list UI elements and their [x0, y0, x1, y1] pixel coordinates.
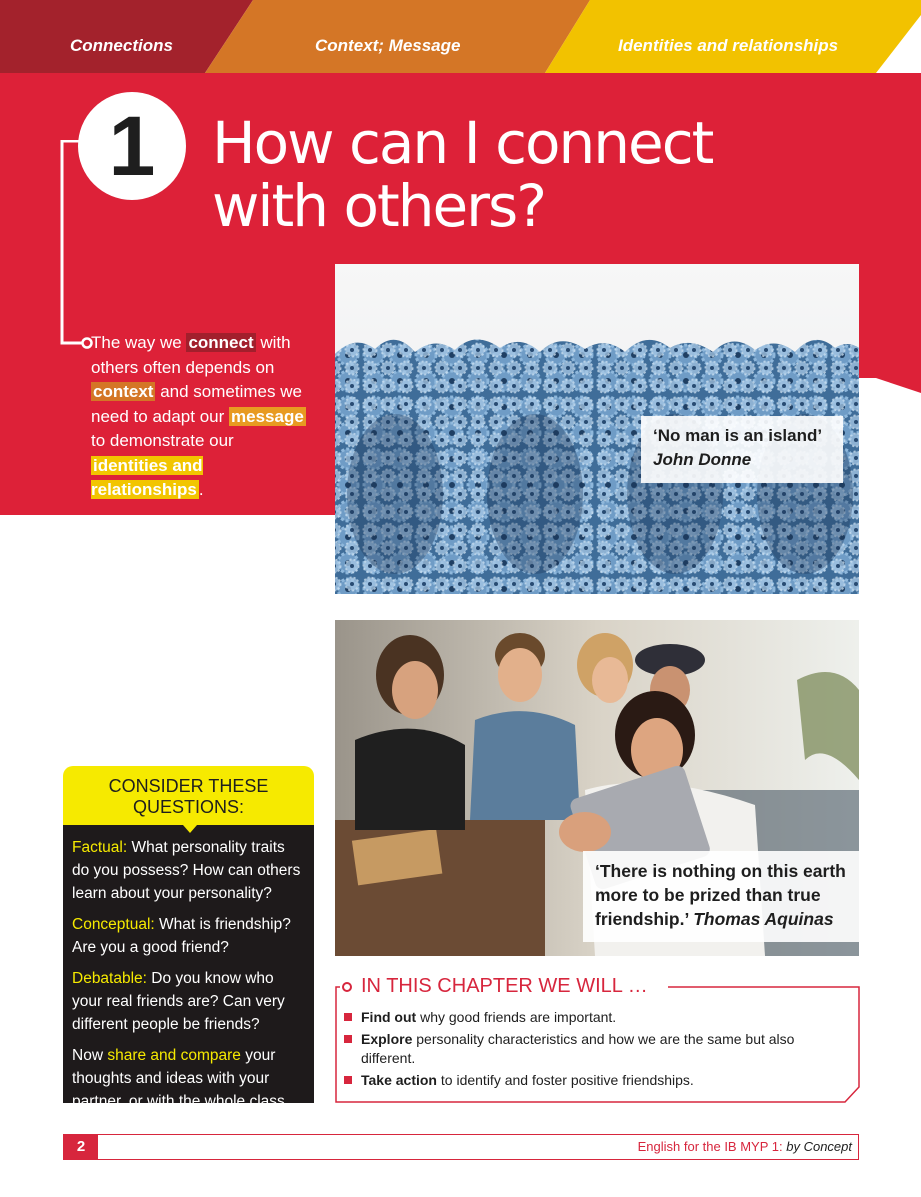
consider-body [63, 825, 314, 1110]
chapter-number-badge [78, 92, 186, 200]
conceptual-label: Conceptual: [72, 916, 155, 933]
debatable-question [72, 967, 305, 1036]
share-prompt [72, 1044, 305, 1113]
consider-questions-box [63, 766, 314, 1110]
debatable-label: Debatable: [72, 970, 147, 987]
keyword-identities-relationships: identities and relationships [91, 455, 203, 499]
conceptual-text: What is friendship? Are you a good friend? [72, 916, 291, 956]
page-title [212, 109, 772, 240]
goal-text: personality characteristics and how we are the same but also different. [361, 1031, 795, 1066]
tab-context-message: Context; Message [315, 36, 461, 55]
tab-connections: Connections [70, 36, 173, 55]
intro-text: The way we [91, 333, 187, 352]
list-item [344, 1008, 834, 1027]
chapter-number: 1 [108, 99, 156, 193]
intro-text: with others often depends on [91, 333, 291, 377]
intro-paragraph [91, 331, 313, 503]
intro-text: . [198, 480, 204, 499]
factual-question [72, 836, 305, 905]
list-item [344, 1071, 834, 1090]
speech-pointer-icon [183, 825, 197, 833]
consider-heading: CONSIDER THESE QUESTIONS: [63, 766, 314, 825]
chapter-heading: IN THIS CHAPTER WE WILL … [361, 975, 648, 997]
quote-author: Thomas Aquinas [693, 909, 834, 929]
share-text: your thoughts and ideas with your partner, or with the whole class. [72, 1047, 290, 1110]
quote-author: John Donne [653, 450, 752, 469]
conceptual-question [72, 913, 305, 959]
book-title-text: English for the IB MYP 1: [637, 1139, 787, 1154]
factual-text: What personality traits do you possess? How can others learn about your personality? [72, 839, 301, 902]
in-this-chapter-box [335, 975, 860, 1103]
goal-text: why good friends are important. [416, 1009, 617, 1025]
share-text: Now [72, 1047, 108, 1064]
title-line-2: with others? [212, 172, 546, 240]
page-footer [63, 1134, 859, 1160]
keyword-message: message [231, 406, 304, 426]
keyword-context: context [93, 382, 154, 401]
book-title-italic: by Concept [786, 1139, 852, 1154]
quote-text: ‘There is nothing on this earth more to be prized than true friendship.’ [595, 861, 846, 929]
goal-verb: Find out [361, 1009, 417, 1025]
goal-text: to identify and foster positive friendships. [437, 1072, 694, 1088]
book-title [638, 1139, 852, 1154]
page-number: 2 [64, 1135, 98, 1159]
quote-john-donne [641, 416, 843, 483]
debatable-text: Do you know who your real friends are? Can very different people be friends? [72, 970, 285, 1033]
title-line-1: How can I connect [212, 109, 713, 177]
goal-verb: Explore [361, 1031, 413, 1047]
tab-identities-relationships: Identities and relationships [618, 36, 839, 55]
intro-text: and sometimes we need to adapt our [91, 382, 302, 426]
intro-text: to demonstrate our [91, 431, 234, 450]
goal-verb: Take action [361, 1072, 437, 1088]
keyword-connect: connect [188, 333, 254, 352]
chapter-goals-list [344, 1008, 834, 1093]
share-keyword: share and compare [107, 1047, 241, 1064]
quote-thomas-aquinas [583, 851, 859, 942]
list-item [344, 1030, 834, 1068]
factual-label: Factual: [72, 839, 128, 856]
quote-text: ‘No man is an island’ [653, 426, 823, 445]
concept-tabs [0, 0, 921, 73]
